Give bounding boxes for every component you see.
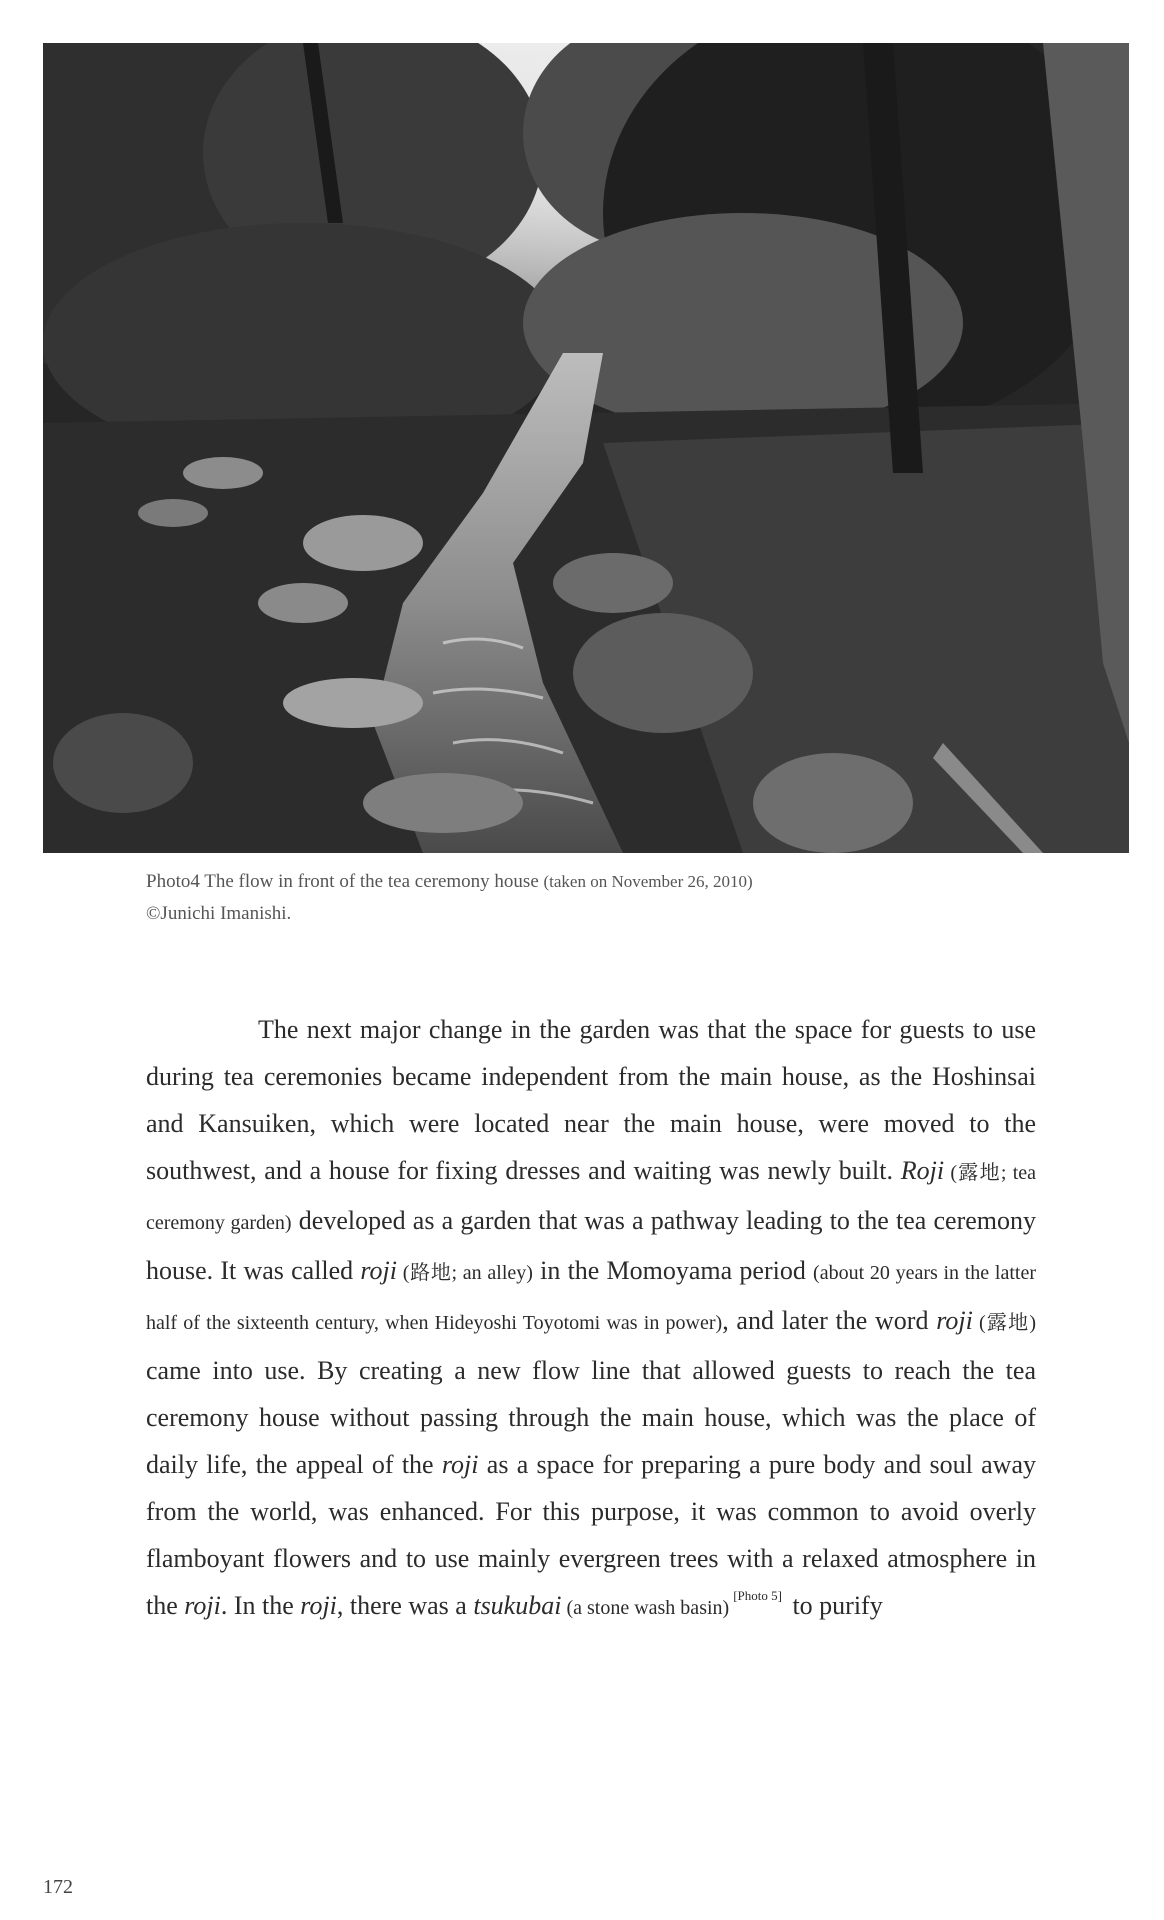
- gloss-alley: (路地; an alley): [397, 1262, 533, 1284]
- photo-reference: [Photo 5]: [733, 1588, 782, 1603]
- gloss-stone-basin: (a stone wash basin): [561, 1597, 730, 1619]
- caption-lead: Photo4 The flow in front of the tea ceremony house: [146, 871, 544, 892]
- roji-term: Roji: [900, 1156, 945, 1185]
- body-sentence-1: The next major change in the garden was that the space for guests to use during tea ceremonies became independent from the main house, as the Hoshinsai and Kansuiken, which were located near the main house, were moved to the southwest, and a house for fixing dresses and waiting was newly built.: [146, 1015, 1036, 1185]
- roji-term: roji: [300, 1591, 337, 1620]
- body-sentence-4: , and later the word: [722, 1306, 937, 1335]
- gloss-tea-garden: (露地; tea ceremony garden): [146, 1162, 1036, 1234]
- body-sentence-5: came into use. By creating a new flow line that allowed guests to reach the tea ceremony house without passing through the main house, which was the place of daily life, the appeal of the: [146, 1356, 1036, 1479]
- body-sentence-7: . In the: [220, 1591, 301, 1620]
- gloss-momoyama: (about 20 years in the latter half of the sixteenth century, when Hideyoshi Toyotomi was in power): [146, 1262, 1036, 1334]
- photo-illustration: [43, 43, 1129, 853]
- roji-term: roji: [441, 1450, 479, 1479]
- body-sentence-6: as a space for preparing a pure body and soul away from the world, was enhanced. For this purpose, it was common to avoid overly flamboyant flowers and to use mainly evergreen trees with a relaxed atmosphere in the: [146, 1450, 1036, 1620]
- caption-credit: ©Junichi Imanishi.: [146, 903, 292, 924]
- roji-term: roji: [936, 1306, 973, 1335]
- body-paragraph: [146, 1006, 1036, 1632]
- caption-line-1: [146, 866, 1076, 898]
- caption-date: (taken on November 26, 2010): [543, 872, 753, 891]
- photo-caption: [146, 866, 1076, 930]
- gloss-roji-kanji: (露地): [972, 1312, 1036, 1334]
- body-sentence-9: to purify: [785, 1591, 883, 1620]
- roji-term: roji: [360, 1256, 398, 1285]
- roji-term: roji: [184, 1591, 221, 1620]
- garden-stream-photo: [43, 43, 1129, 853]
- body-sentence-2: developed as a garden that was a pathway leading to the tea ceremony house. It was called: [146, 1206, 1037, 1285]
- tsukubai-term: tsukubai: [473, 1591, 562, 1620]
- page-number: 172: [43, 1876, 73, 1898]
- body-sentence-8: , there was a: [336, 1591, 474, 1620]
- body-sentence-3: in the Momoyama period: [532, 1256, 814, 1285]
